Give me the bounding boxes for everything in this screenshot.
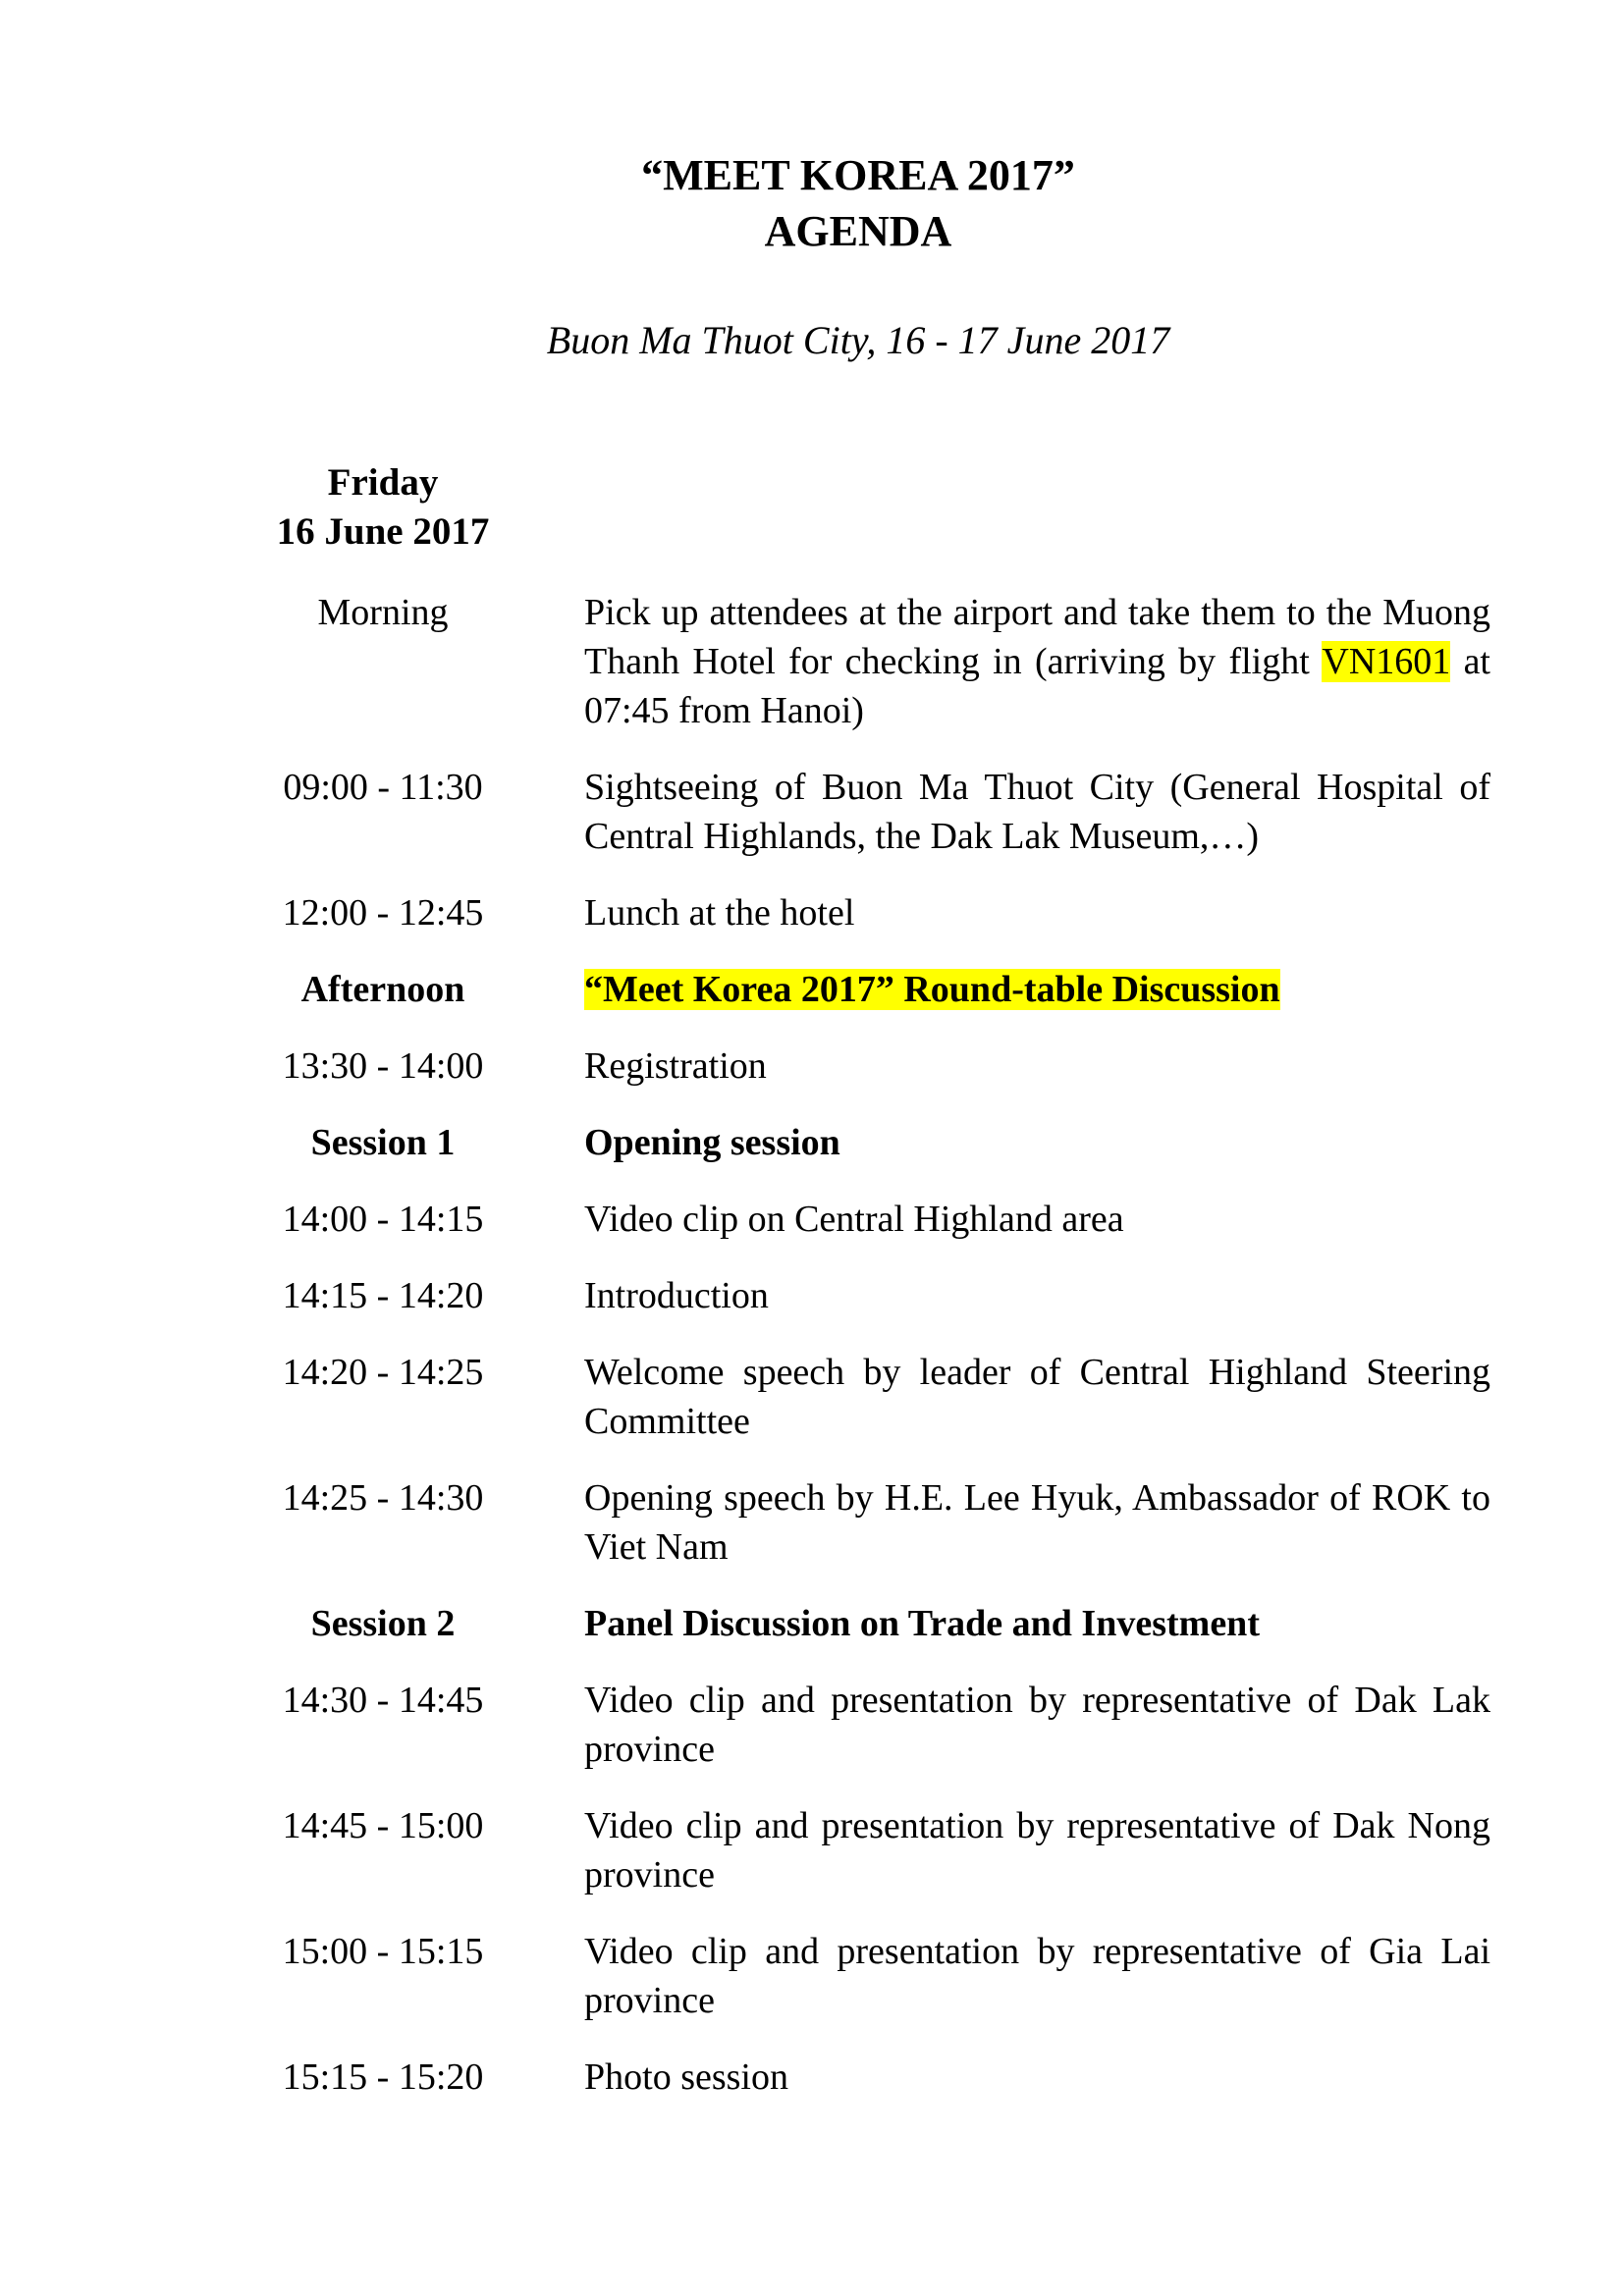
agenda-row-time: Morning (317, 592, 449, 633)
agenda-row-time: 09:00 - 11:30 (283, 767, 483, 808)
agenda-row (226, 1676, 1490, 1774)
agenda-row (226, 1118, 1490, 1167)
agenda-row-description (584, 1927, 1490, 2025)
agenda-row-time: 14:30 - 14:45 (282, 1680, 484, 1721)
agenda-row-description (584, 1348, 1490, 1446)
agenda-row-time: 14:15 - 14:20 (282, 1275, 484, 1316)
agenda-row (226, 763, 1490, 861)
day-header-date: 16 June 2017 (276, 510, 490, 553)
text-segment: Lunch at the hotel (584, 892, 855, 934)
highlighted-text: VN1601 (1322, 641, 1451, 682)
agenda-row-description (584, 1271, 1490, 1320)
text-segment: Panel Discussion on Trade and Investment (584, 1603, 1260, 1644)
text-segment: at 07:45 from Hanoi) (584, 641, 1490, 731)
agenda-row-description (584, 1195, 1490, 1244)
document-title-line1: “MEET KOREA 2017” (641, 151, 1075, 199)
agenda-row (226, 1271, 1490, 1320)
agenda-row-time: Afternoon (300, 969, 465, 1010)
agenda-row-description (584, 588, 1490, 735)
agenda-row-description (584, 965, 1490, 1014)
agenda-row (226, 588, 1490, 735)
text-segment: Photo session (584, 2056, 788, 2098)
agenda-row-time: 14:45 - 15:00 (282, 1805, 484, 1846)
text-segment: Opening speech by H.E. Lee Hyuk, Ambassador of ROK to Viet Nam (584, 1477, 1490, 1568)
text-segment: Video clip and presentation by representative of Dak Lak province (584, 1680, 1490, 1770)
agenda-row-description (584, 888, 1490, 937)
text-segment: Welcome speech by leader of Central Highland Steering Committee (584, 1352, 1490, 1442)
agenda-row (226, 1195, 1490, 1244)
text-segment: Registration (584, 1045, 767, 1087)
agenda-row-time: 14:00 - 14:15 (282, 1199, 484, 1240)
agenda-row (226, 2053, 1490, 2102)
agenda-row-description (584, 2053, 1490, 2102)
agenda-row-time: 14:20 - 14:25 (282, 1352, 484, 1393)
agenda-row (226, 1599, 1490, 1648)
highlighted-text: “Meet Korea 2017” Round-table Discussion (584, 969, 1280, 1010)
agenda-row-time: Session 1 (310, 1122, 456, 1163)
agenda-row-time: 15:15 - 15:20 (282, 2056, 484, 2098)
agenda-row (226, 1041, 1490, 1091)
agenda-row-description (584, 1118, 1490, 1167)
agenda-row (226, 1348, 1490, 1446)
agenda-row-description (584, 1801, 1490, 1899)
day-header-day: Friday (327, 461, 439, 504)
agenda-row-time: 15:00 - 15:15 (282, 1931, 484, 1972)
document-subtitle: Buon Ma Thuot City, 16 - 17 June 2017 (546, 318, 1170, 362)
text-segment: Video clip on Central Highland area (584, 1199, 1124, 1240)
text-segment: Sightseeing of Buon Ma Thuot City (General Hospital of Central Highlands, the Dak Lak Museum,…) (584, 767, 1490, 857)
agenda-rows (226, 588, 1490, 2102)
agenda-row (226, 1927, 1490, 2025)
text-segment: Opening session (584, 1122, 840, 1163)
agenda-row-description (584, 763, 1490, 861)
agenda-row (226, 888, 1490, 937)
text-segment: Pick up attendees at the airport and take them to the Muong Thanh Hotel for checking in (arriving by flight (584, 592, 1490, 682)
agenda-row-time: 12:00 - 12:45 (282, 892, 484, 934)
agenda-row-description (584, 1473, 1490, 1572)
text-segment: Introduction (584, 1275, 769, 1316)
agenda-row-time: 14:25 - 14:30 (282, 1477, 484, 1519)
agenda-row-time: 13:30 - 14:00 (282, 1045, 484, 1087)
text-segment: Video clip and presentation by representative of Dak Nong province (584, 1805, 1490, 1896)
agenda-row-description (584, 1041, 1490, 1091)
agenda-row (226, 1473, 1490, 1572)
text-segment: Video clip and presentation by representative of Gia Lai province (584, 1931, 1490, 2021)
document-title-line2: AGENDA (764, 207, 952, 255)
document-title (226, 147, 1490, 259)
agenda-row (226, 965, 1490, 1014)
agenda-row-time: Session 2 (310, 1603, 456, 1644)
day-header (226, 458, 540, 557)
agenda-row-description (584, 1599, 1490, 1648)
agenda-row-description (584, 1676, 1490, 1774)
agenda-row (226, 1801, 1490, 1899)
